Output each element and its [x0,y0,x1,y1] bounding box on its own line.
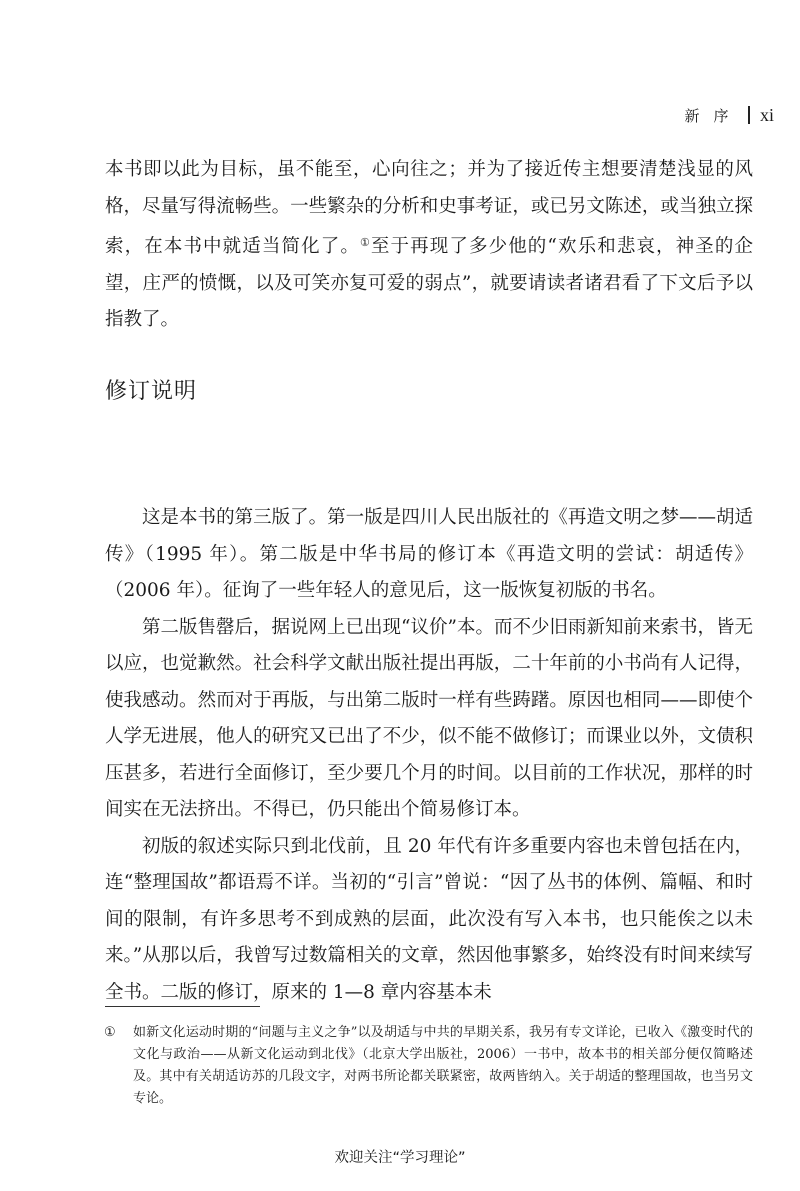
header-divider [748,106,750,124]
revision-notes-body [105,500,753,1011]
running-header [684,100,774,130]
footnote-text: 如新文化运动时期的“问题与主义之争”以及胡适与中共的早期关系，我另有专文详论，已收入《激变时代的文化与政治——从新文化运动到北伐》（北京大学出版社，2006）一书中，故本书的相关部分便仅简略述及。其中有关胡适访苏的几段文字，对两书所论都关联紧密，故两皆纳入。关于胡适的整理国故，也当另文专论。 [133,1025,753,1106]
section-heading: 修订说明 [105,379,198,404]
footnote-mark: ① [104,1025,116,1040]
section-title: 新序 [684,106,743,125]
footnote [104,1022,753,1110]
bottom-caption: 欢迎关注“学习理论” [334,1150,466,1166]
intro-paragraph [105,152,753,339]
body-paragraph-2: 第二版售罄后，据说网上已出现“议价”本。而不少旧雨新知前来索书，皆无以应，也觉歉然。社会科学文献出版社提出再版，二十年前的小书尚有人记得，使我感动。然而对于再版，与出第二版时一样有些踌躇。原因也相同——即使个人学无进展，他人的研究又已出了不少，似不能不做修订；而课业以外，文债积压甚多，若进行全面修订，至少要几个月的时间。以目前的工作状况，那样的时间实在无法挤出。不得已，仍只能出个简易修订本。 [105,616,753,820]
page-number: xi [759,104,774,125]
intro-text-after-note: 至于再现了多少他的“欢乐和悲哀，神圣的企望，庄严的愤慨，以及可笑亦复可爱的弱点”，就要请读者诸君看了下文后予以指教了。 [105,236,753,330]
footnote-divider [105,1006,260,1007]
intro-text-before-note: 本书即以此为目标，虽不能至，心向往之；并为了接近传主想要清楚浅显的风格，尽量写得流畅些。一些繁杂的分析和史事考证，或已另文陈述，或当独立探索，在本书中就适当简化了。 [105,159,753,257]
body-paragraph-3: 初版的叙述实际只到北伐前，且 20 年代有许多重要内容也未曾包括在内，连“整理国故”都语焉不详。当初的“引言”曾说：“因了丛书的体例、篇幅、和时间的限制，有许多思考不到成熟的层面，此次没有写入本书，也只能俟之以未来。”从那以后，我曾写过数篇相关的文章，然因他事繁多，始终没有时间来续写全书。二版的修订，原来的 1—8 章内容基本未 [105,835,753,1003]
body-paragraph-1: 这是本书的第三版了。第一版是四川人民出版社的《再造文明之梦——胡适传》（1995 年）。第二版是中华书局的修订本《再造文明的尝试：胡适传》（2006 年）。征询了一些年轻人的意见后，这一版恢复初版的书名。 [105,507,753,601]
footnote-reference[interactable]: ① [359,236,371,249]
